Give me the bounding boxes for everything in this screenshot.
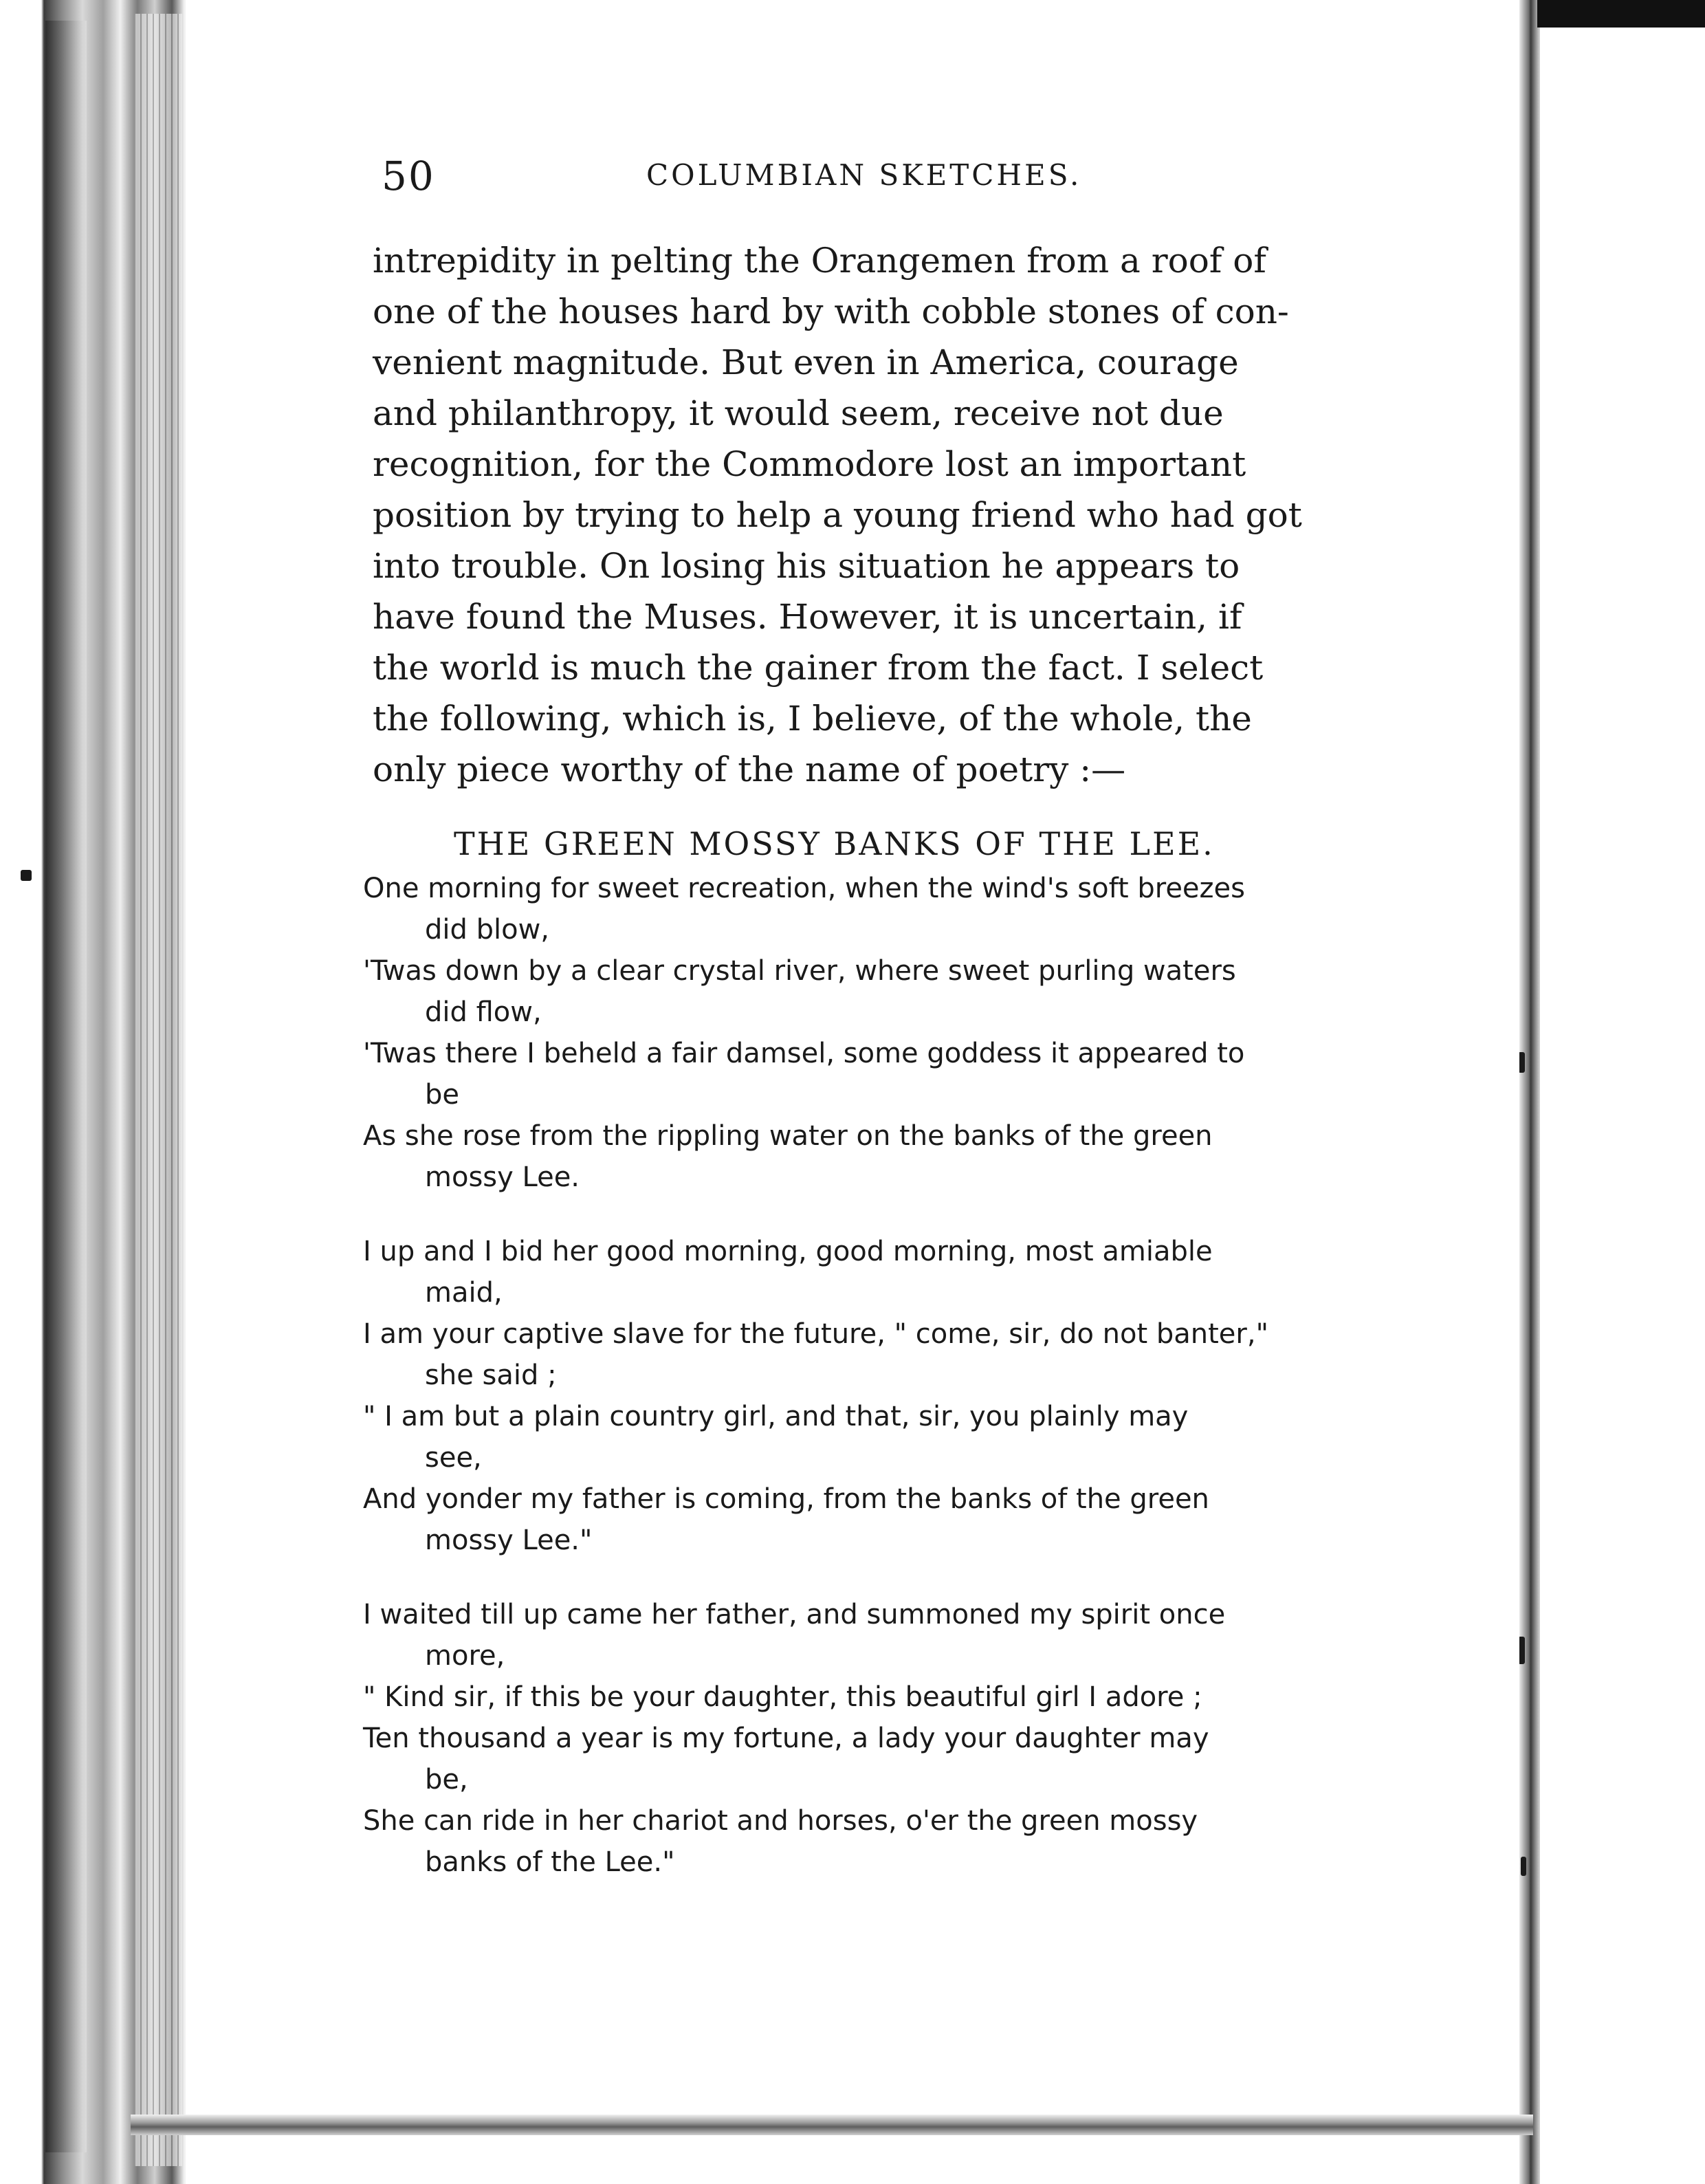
poem-line-continuation: more, bbox=[425, 1640, 505, 1672]
poem-stanza bbox=[363, 1231, 1532, 1561]
text-line: intrepidity in pelting the Orangemen from a roof of bbox=[373, 241, 1266, 281]
page-number: 50 bbox=[382, 153, 435, 199]
poem-line: She can ride in her chariot and horses, o'er the green mossy bbox=[363, 1805, 1198, 1837]
scan-speck bbox=[21, 870, 32, 881]
facing-page-blank bbox=[1540, 28, 1705, 2184]
page-header bbox=[186, 153, 1519, 208]
text-line: the following, which is, I believe, of the whole, the bbox=[373, 699, 1252, 739]
poem-line: 'Twas down by a clear crystal river, where sweet purling waters bbox=[363, 955, 1236, 987]
poem-line-continuation: did blow, bbox=[425, 914, 550, 946]
poem-line: I am your captive slave for the future, " come, sir, do not banter," bbox=[363, 1318, 1268, 1350]
poem-line: Ten thousand a year is my fortune, a lady your daughter may bbox=[363, 1723, 1209, 1754]
text-line: only piece worthy of the name of poetry :— bbox=[373, 750, 1126, 789]
running-head: COLUMBIAN SKETCHES. bbox=[646, 158, 1082, 192]
poem-line-continuation: mossy Lee." bbox=[425, 1525, 593, 1556]
text-line: and philanthropy, it would seem, receive not due bbox=[373, 393, 1224, 433]
text-line: recognition, for the Commodore lost an important bbox=[373, 444, 1246, 484]
poem-line-continuation: maid, bbox=[425, 1277, 503, 1309]
page-stack-shadow bbox=[45, 21, 87, 2152]
poem-line-continuation: banks of the Lee." bbox=[425, 1846, 675, 1878]
poem-line-continuation: mossy Lee. bbox=[425, 1161, 580, 1193]
poem-line: " Kind sir, if this be your daughter, this beautiful girl I adore ; bbox=[363, 1681, 1202, 1713]
poem-stanza bbox=[363, 1594, 1532, 1883]
book-bottom-edge bbox=[131, 2115, 1533, 2135]
poem-stanza bbox=[363, 868, 1532, 1198]
poem-line-continuation: she said ; bbox=[425, 1359, 557, 1391]
poem-line: One morning for sweet recreation, when the wind's soft breezes bbox=[363, 873, 1245, 904]
text-line: position by trying to help a young friend who had got bbox=[373, 495, 1302, 535]
scan-corner-dark bbox=[1537, 0, 1705, 28]
poem-title: THE GREEN MOSSY BANKS OF THE LEE. bbox=[454, 825, 1215, 862]
poem-line-continuation: see, bbox=[425, 1442, 482, 1474]
poem-body bbox=[363, 868, 1532, 1916]
poem-line: " I am but a plain country girl, and that, sir, you plainly may bbox=[363, 1401, 1189, 1432]
poem-line: And yonder my father is coming, from the banks of the green bbox=[363, 1483, 1209, 1515]
poem-line: 'Twas there I beheld a fair damsel, some goddess it appeared to bbox=[363, 1038, 1245, 1069]
poem-line: I up and I bid her good morning, good morning, most amiable bbox=[363, 1236, 1213, 1267]
poem-line-continuation: be, bbox=[425, 1764, 468, 1795]
text-line: one of the houses hard by with cobble stones of con- bbox=[373, 292, 1289, 331]
text-line: the world is much the gainer from the fact. I select bbox=[373, 648, 1264, 688]
poem-line: I waited till up came her father, and summoned my spirit once bbox=[363, 1599, 1226, 1630]
book-page bbox=[186, 0, 1519, 2111]
poem-line-continuation: be bbox=[425, 1079, 459, 1111]
body-paragraph bbox=[373, 235, 1528, 795]
text-line: into trouble. On losing his situation he appears to bbox=[373, 546, 1240, 586]
poem-line-continuation: did flow, bbox=[425, 996, 542, 1028]
text-line: venient magnitude. But even in America, courage bbox=[373, 342, 1239, 382]
page-leaf-edges bbox=[134, 14, 182, 2166]
poem-line: As she rose from the rippling water on the banks of the green bbox=[363, 1120, 1213, 1152]
text-line: have found the Muses. However, it is uncertain, if bbox=[373, 597, 1242, 637]
